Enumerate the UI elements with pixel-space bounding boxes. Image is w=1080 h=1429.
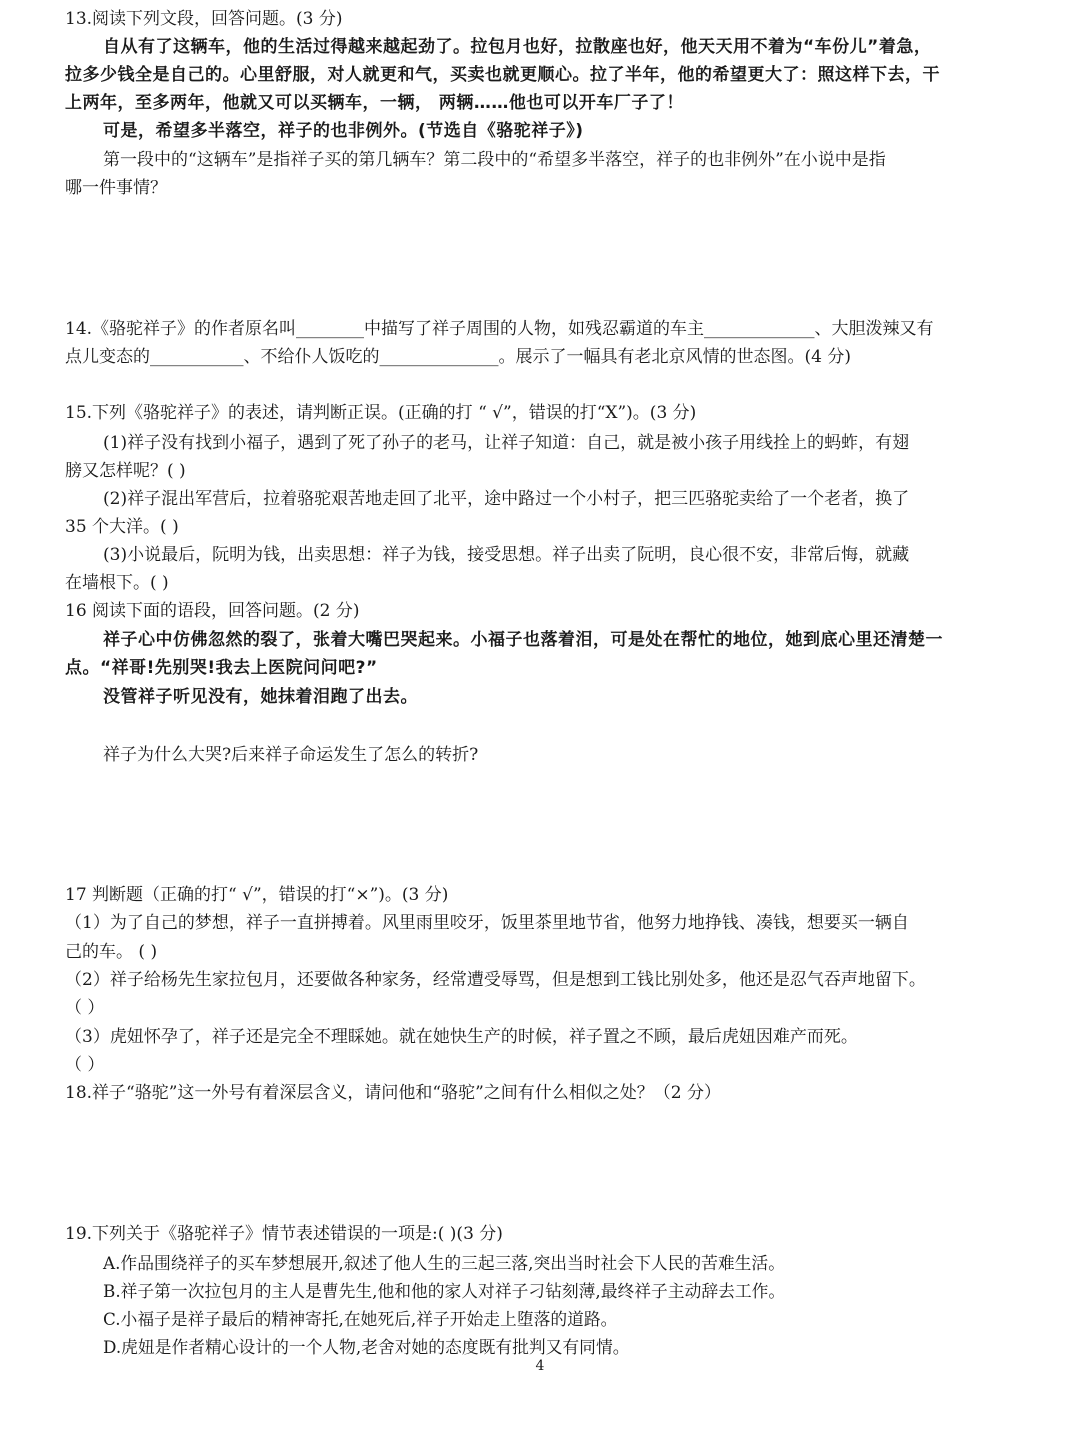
q17-statement-line: （3）虎妞怀孕了，祥子还是完全不理睬她。就在她快生产的时候，祥子置之不顾，最后虎妞因难产而死。 [65, 1027, 858, 1047]
q13-question-line: 哪一件事情？ [65, 178, 167, 198]
q13-passage-line: 拉多少钱全是自己的。心里舒服，对人就更和气，买卖也就更顺心。拉了半年，他的希望更大了：照这样下去，干 [65, 65, 940, 85]
q13-heading: 13.阅读下列文段，回答问题。(3 分) [65, 9, 343, 29]
q17-statement-line: （ ） [65, 1055, 105, 1075]
q13-passage-line: 上两年，至多两年，他就又可以买辆车，一辆， 两辆……他也可以开车厂子了！ [65, 93, 684, 113]
q17-heading: 17 判断题（正确的打“ √”，错误的打“×”)。(3 分) [65, 885, 449, 905]
q15-statement-line: 在墙根下。( ) [65, 573, 169, 593]
q19-heading: 19.下列关于《骆驼祥子》情节表述错误的一项是:( )(3 分) [65, 1224, 503, 1244]
q13-question-line: 第一段中的“这辆车”是指祥子买的第几辆车？第二段中的“希望多半落空，祥子的也非例外”在小说中是指 [103, 150, 886, 170]
q17-statement-line: 己的车。 ( ) [65, 942, 158, 962]
q17-statement-line: （2）祥子给杨先生家拉包月，还要做各种家务，经常遭受辱骂，但是想到工钱比别处多，他还是忍气吞声地留下。 [65, 970, 926, 990]
q17-statement-line: （1）为了自己的梦想，祥子一直拼搏着。风里雨里咬牙，饭里茶里地节省，他努力地挣钱、凑钱，想要买一辆自 [65, 913, 909, 933]
q16-passage-line: 没管祥子听见没有，她抹着泪跑了出去。 [103, 687, 418, 707]
q19-option-a: A.作品围绕祥子的买车梦想展开,叙述了他人生的三起三落,突出当时社会下人民的苦难生活。 [103, 1253, 785, 1273]
q19-option-d: D.虎妞是作者精心设计的一个人物,老舍对她的态度既有批判又有同情。 [103, 1337, 630, 1357]
q15-statement-line: 35 个大洋。( ) [65, 517, 179, 537]
q15-statement-line: (2)祥子混出军营后，拉着骆驼艰苦地走回了北平，途中路过一个小村子，把三匹骆驼卖给了一个老者，换了 [103, 489, 910, 509]
page-number: 4 [535, 1358, 545, 1374]
q15-statement-line: (1)祥子没有找到小福子，遇到了死了孙子的老马，让祥子知道：自己，就是被小孩子用线拴上的蚂蚱，有翅 [103, 433, 910, 453]
q16-question: 祥子为什么大哭?后来祥子命运发生了怎么的转折? [103, 745, 479, 765]
q15-heading: 15.下列《骆驼祥子》的表述，请判断正误。(正确的打 “ √”，错误的打“X”)。(3 分) [65, 403, 697, 423]
q14-line: 14.《骆驼祥子》的作者原名叫________中描写了祥子周围的人物，如残忍霸道的车主_____________、大胆泼辣又有 [65, 319, 934, 339]
q16-passage-line: 祥子心中仿佛忽然的裂了，张着大嘴巴哭起来。小福子也落着泪，可是处在帮忙的地位，她到底心里还清楚一 [103, 630, 943, 650]
q15-statement-line: 膀又怎样呢？( ) [65, 461, 186, 481]
q13-passage-line: 可是，希望多半落空，祥子的也非例外。(节选自《骆驼祥子》) [103, 121, 584, 141]
q17-statement-line: （ ） [65, 998, 105, 1018]
q13-passage-line: 自从有了这辆车，他的生活过得越来越起劲了。拉包月也好，拉散座也好，他天天用不着为“车份儿”着急， [103, 37, 932, 57]
q19-option-c: C.小福子是祥子最后的精神寄托,在她死后,祥子开始走上堕落的道路。 [103, 1309, 618, 1329]
q18-heading: 18.祥子“骆驼”这一外号有着深层含义，请问他和“骆驼”之间有什么相似之处？（2 分） [65, 1083, 722, 1103]
q16-passage-line: 点。“祥哥!先别哭!我去上医院问问吧?” [65, 658, 378, 678]
q14-line: 点儿变态的___________、不给仆人饭吃的______________。展示了一幅具有老北京风情的世态图。(4 分) [65, 347, 851, 367]
q15-statement-line: (3)小说最后，阮明为钱，出卖思想：祥子为钱，接受思想。祥子出卖了阮明，良心很不安，非常后悔，就藏 [103, 545, 910, 565]
q16-heading: 16 阅读下面的语段，回答问题。(2 分) [65, 601, 360, 621]
q19-option-b: B.祥子第一次拉包月的主人是曹先生,他和他的家人对祥子刁钻刻薄,最终祥子主动辞去工作。 [103, 1281, 786, 1301]
